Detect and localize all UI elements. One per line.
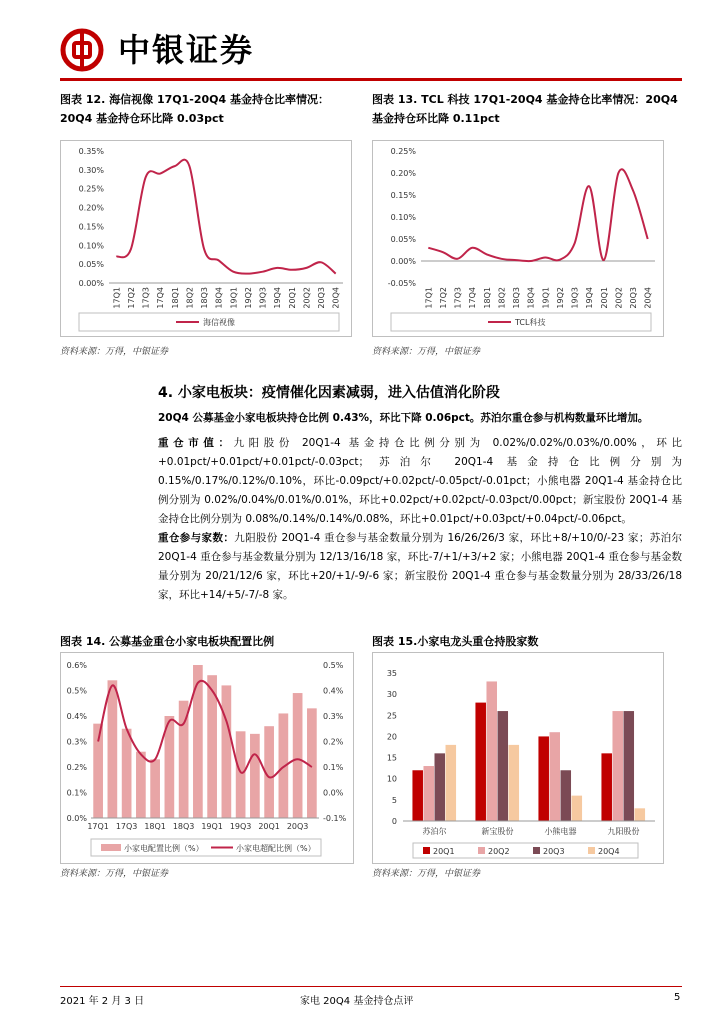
- fig12-x-tick-label: 19Q2: [243, 287, 253, 309]
- fig14-right-tick-label: 0.1%: [323, 763, 344, 772]
- fig15-legend-swatch: [423, 847, 430, 854]
- fig13-y-tick-label: 0.20%: [390, 169, 416, 178]
- fig13-x-tick-label: 18Q2: [497, 287, 507, 309]
- fig15-legend-label: 20Q4: [598, 847, 620, 856]
- figure-13-chart: [372, 140, 664, 337]
- fig14-right-tick-label: 0.2%: [323, 737, 344, 747]
- fig15-y-tick-label: 10: [386, 774, 397, 784]
- fig15-bar: [498, 711, 509, 821]
- fig12-y-tick-label: 0.30%: [78, 165, 104, 175]
- fig15-bar: [572, 796, 583, 821]
- header-rule: [60, 78, 682, 81]
- fig14-left-tick-label: 0.5%: [66, 686, 87, 696]
- fig14-right-tick-label: 0.0%: [323, 788, 344, 798]
- figure-13-source: 资料来源：万得，中银证券: [372, 347, 481, 357]
- fig12-x-tick-label: 17Q4: [156, 287, 166, 309]
- fig15-x-tick-label: 新宝股份: [481, 827, 514, 836]
- fig15-bar: [561, 770, 572, 821]
- fig14-bar: [293, 693, 303, 818]
- fig12-y-tick-label: 0.20%: [78, 203, 104, 213]
- fig14-left-tick-label: 0.0%: [66, 814, 87, 823]
- figure-15-title: 图表 15.小家电龙头重仓持股家数: [372, 635, 539, 648]
- fig13-x-tick-label: 20Q2: [614, 287, 624, 309]
- figure-15-source: 资料来源：万得，中银证券: [372, 869, 481, 879]
- fig13-x-tick-label: 20Q4: [643, 287, 653, 309]
- fig13-y-tick-label: -0.05%: [387, 279, 416, 288]
- figure-13-title: 图表 13. TCL 科技 17Q1-20Q4 基金持仓比率情况：20Q4 基金持仓环比降 0.11pct: [372, 93, 678, 125]
- fig15-y-tick-label: 25: [386, 711, 397, 721]
- fig14-x-tick-label: 20Q3: [286, 822, 309, 831]
- fig12-x-tick-label: 17Q1: [112, 287, 122, 309]
- fig14-x-tick-label: 17Q3: [115, 822, 138, 831]
- fig13-y-tick-label: 0.10%: [390, 213, 416, 222]
- fig15-y-tick-label: 0: [391, 817, 397, 826]
- fig13-x-tick-label: 20Q1: [599, 287, 609, 309]
- fig14-left-tick-label: 0.1%: [66, 788, 87, 798]
- fig14-x-tick-label: 20Q1: [258, 822, 280, 831]
- holding-count-paragraph: [158, 529, 682, 605]
- fig12-x-tick-label: 19Q3: [258, 287, 268, 309]
- fig15-y-tick-label: 5: [391, 795, 397, 805]
- fig14-bar: [108, 680, 118, 818]
- figure-12-chart: [60, 140, 352, 337]
- fig12-y-tick-label: 0.00%: [78, 279, 104, 288]
- fig13-y-tick-label: 0.00%: [390, 257, 416, 266]
- fig15-bar: [549, 732, 560, 821]
- fig13-x-tick-label: 19Q3: [570, 287, 580, 309]
- fig14-x-tick-label: 18Q3: [172, 822, 195, 831]
- fig15-bar: [412, 770, 423, 821]
- fig15-bar: [509, 745, 520, 821]
- fig12-x-tick-label: 20Q4: [331, 287, 341, 309]
- fig12-x-tick-label: 20Q2: [302, 287, 312, 309]
- fig14-x-tick-label: 19Q3: [229, 822, 252, 831]
- fig14-left-tick-label: 0.4%: [66, 712, 87, 721]
- fig15-y-tick-label: 15: [386, 753, 397, 763]
- fig12-x-tick-label: 18Q4: [214, 287, 224, 309]
- fig13-x-tick-label: 18Q1: [482, 287, 492, 309]
- fig15-y-tick-label: 30: [386, 690, 397, 700]
- fig13-x-tick-label: 18Q3: [512, 287, 522, 309]
- fig13-series-line: [428, 169, 647, 261]
- fig14-bar: [150, 759, 160, 818]
- fig12-series-line: [116, 160, 335, 274]
- fig14-right-tick-label: 0.3%: [323, 712, 344, 721]
- footer-date: 2021 年 2 月 3 日: [60, 996, 145, 1007]
- figure-15-chart: [372, 652, 664, 864]
- fig15-bar: [486, 681, 497, 821]
- fig14-bar: [307, 708, 317, 818]
- fig14-bar: [250, 734, 260, 818]
- figure-13-svg: [373, 141, 663, 336]
- holding-count-label: 重仓参与家数：: [158, 532, 235, 544]
- fig14-left-tick-label: 0.2%: [66, 763, 87, 772]
- fig15-bar: [538, 736, 549, 821]
- fig15-bar: [601, 753, 612, 821]
- fig12-y-tick-label: 0.15%: [78, 222, 104, 232]
- figure-14-title: 图表 14. 公募基金重仓小家电板块配置比例: [60, 635, 275, 648]
- fig13-y-tick-label: 0.05%: [390, 235, 416, 244]
- fig14-legend-swatch-bar: [101, 844, 121, 851]
- fig15-bar: [612, 711, 623, 821]
- footer-rule: [60, 986, 682, 987]
- fig15-bar: [475, 703, 486, 821]
- figure-14-chart: [60, 652, 354, 864]
- fig12-x-tick-label: 20Q3: [317, 287, 327, 309]
- holding-count-text: 九阳股份 20Q1-4 重仓参与基金数量分别为 16/26/26/3 家，环比+8/+10/0/-23 家；苏泊尔 20Q1-4 重仓参与基金数量分别为 12/13/16/18 家，环比-7/+1/+3/+2 家；小熊电器 20Q1-4 重仓参与基金数量分别为 20/21/12/6 家，环比+20/+1/-9/-6 家；新宝股份 20Q1-4 重仓参与基金数量分别为 28/33/26/18 家，环比+14/+5/-7/-8 家。: [158, 532, 682, 601]
- fig12-y-tick-label: 0.05%: [78, 260, 104, 270]
- fig13-x-tick-label: 19Q4: [585, 287, 595, 309]
- fig12-x-tick-label: 17Q3: [141, 287, 151, 309]
- fig14-x-tick-label: 17Q1: [87, 822, 109, 831]
- fig14-right-tick-label: 0.4%: [323, 686, 344, 696]
- fig14-legend-label-bar: 小家电配置比例（%）: [124, 844, 204, 853]
- fig12-x-tick-label: 17Q2: [126, 287, 136, 309]
- fig15-legend-swatch: [478, 847, 485, 854]
- fig15-legend-label: 20Q2: [488, 847, 510, 856]
- fig13-y-tick-label: 0.25%: [390, 147, 416, 156]
- figure-14-svg: [61, 653, 353, 863]
- fig12-x-tick-label: 20Q1: [287, 287, 297, 309]
- fig15-bar: [635, 808, 646, 821]
- holding-value-paragraph: [158, 434, 682, 529]
- figure-12-source: 资料来源：万得，中银证券: [60, 347, 169, 357]
- fig12-y-tick-label: 0.35%: [78, 147, 104, 156]
- fig15-x-tick-label: 小熊电器: [544, 827, 577, 836]
- fig15-bar: [423, 766, 434, 821]
- fig12-y-tick-label: 0.25%: [78, 184, 104, 194]
- fig14-bar: [122, 729, 132, 818]
- holding-value-label: 重仓市值：: [158, 437, 234, 449]
- fig14-right-tick-label: -0.1%: [323, 814, 347, 823]
- fig14-bar: [236, 731, 246, 818]
- fig12-x-tick-label: 18Q1: [170, 287, 180, 309]
- footer-report-title: 家电 20Q4 基金持仓点评: [300, 996, 414, 1007]
- fig13-y-tick-label: 0.15%: [390, 191, 416, 200]
- fig14-bar: [136, 752, 146, 818]
- fig14-bar: [222, 685, 232, 818]
- fig14-legend-label-line: 小家电超配比例（%）: [236, 844, 316, 853]
- header: [60, 28, 700, 78]
- figure-14-source: 资料来源：万得，中银证券: [60, 869, 169, 879]
- fig15-legend-swatch: [588, 847, 595, 854]
- fig15-y-tick-label: 35: [386, 669, 397, 678]
- fig13-x-tick-label: 17Q3: [453, 287, 463, 309]
- fig13-x-tick-label: 17Q1: [424, 287, 434, 309]
- fig12-x-tick-label: 18Q3: [200, 287, 210, 309]
- fig14-x-tick-label: 19Q1: [201, 822, 223, 831]
- fig12-y-tick-label: 0.10%: [78, 241, 104, 251]
- fig13-x-tick-label: 17Q4: [468, 287, 478, 309]
- fig12-legend-label: 海信视像: [203, 318, 235, 327]
- fig15-bar: [624, 711, 635, 821]
- company-name: 中银证券: [118, 31, 255, 69]
- bank-of-china-logo-icon: [60, 28, 104, 72]
- fig15-bar: [435, 753, 446, 821]
- figure-12-title: 图表 12. 海信视像 17Q1-20Q4 基金持仓比率情况：20Q4 基金持仓环比降 0.03pct: [60, 93, 329, 125]
- fig15-x-tick-label: 苏泊尔: [422, 827, 447, 836]
- fig14-left-tick-label: 0.3%: [66, 737, 87, 747]
- fig13-x-tick-label: 20Q3: [629, 287, 639, 309]
- fig13-legend-label: TCL科技: [515, 318, 546, 327]
- fig15-x-tick-label: 九阳股份: [607, 827, 640, 836]
- page-number: 5: [674, 992, 681, 1003]
- fig13-x-tick-label: 17Q2: [438, 287, 448, 309]
- fig13-x-tick-label: 19Q2: [555, 287, 565, 309]
- fig15-legend-swatch: [533, 847, 540, 854]
- fig13-x-tick-label: 19Q1: [541, 287, 551, 309]
- fig14-right-tick-label: 0.5%: [323, 661, 344, 670]
- fig12-x-tick-label: 19Q1: [229, 287, 239, 309]
- fig15-legend-label: 20Q3: [543, 847, 565, 856]
- fig14-left-tick-label: 0.6%: [66, 661, 87, 670]
- section-heading: 4. 小家电板块：疫情催化因素减弱，进入估值消化阶段: [158, 385, 500, 401]
- fig15-bar: [446, 745, 457, 821]
- holding-value-text: 九阳股份 20Q1-4 基金持仓比例分别为 0.02%/0.02%/0.03%/0.00%，环比+0.01pct/+0.01pct/+0.01pct/-0.03pct；苏泊尔 20Q1-4 基金持仓比例分别为 0.15%/0.17%/0.12%/0.10%，环比-0.09pct/+0.02pct/-0.05pct/-0.01pct；小熊电器 20Q1-4 基金持仓比例分别为 0.02%/0.04%/0.01%/0.01%，环比+0.02pct/+0.02pct/-0.03pct/0.00pct；新宝股份 20Q1-4 基金持仓比例分别为 0.08%/0.14%/0.14%/0.08%，环比+0.01pct/+0.03pct/+0.04pct/-0.06pct。: [158, 437, 683, 525]
- fig12-x-tick-label: 18Q2: [185, 287, 195, 309]
- fig13-x-tick-label: 18Q4: [526, 287, 536, 309]
- figure-12-svg: [61, 141, 351, 336]
- fig14-x-tick-label: 18Q1: [144, 822, 166, 831]
- section-summary: 20Q4 公募基金小家电板块持仓比例 0.43%，环比下降 0.06pct。苏泊尔重仓参与机构数量环比增加。: [158, 412, 649, 424]
- fig12-x-tick-label: 19Q4: [273, 287, 283, 309]
- fig15-legend-label: 20Q1: [433, 847, 455, 856]
- fig15-y-tick-label: 20: [386, 732, 397, 742]
- figure-15-svg: [373, 653, 663, 863]
